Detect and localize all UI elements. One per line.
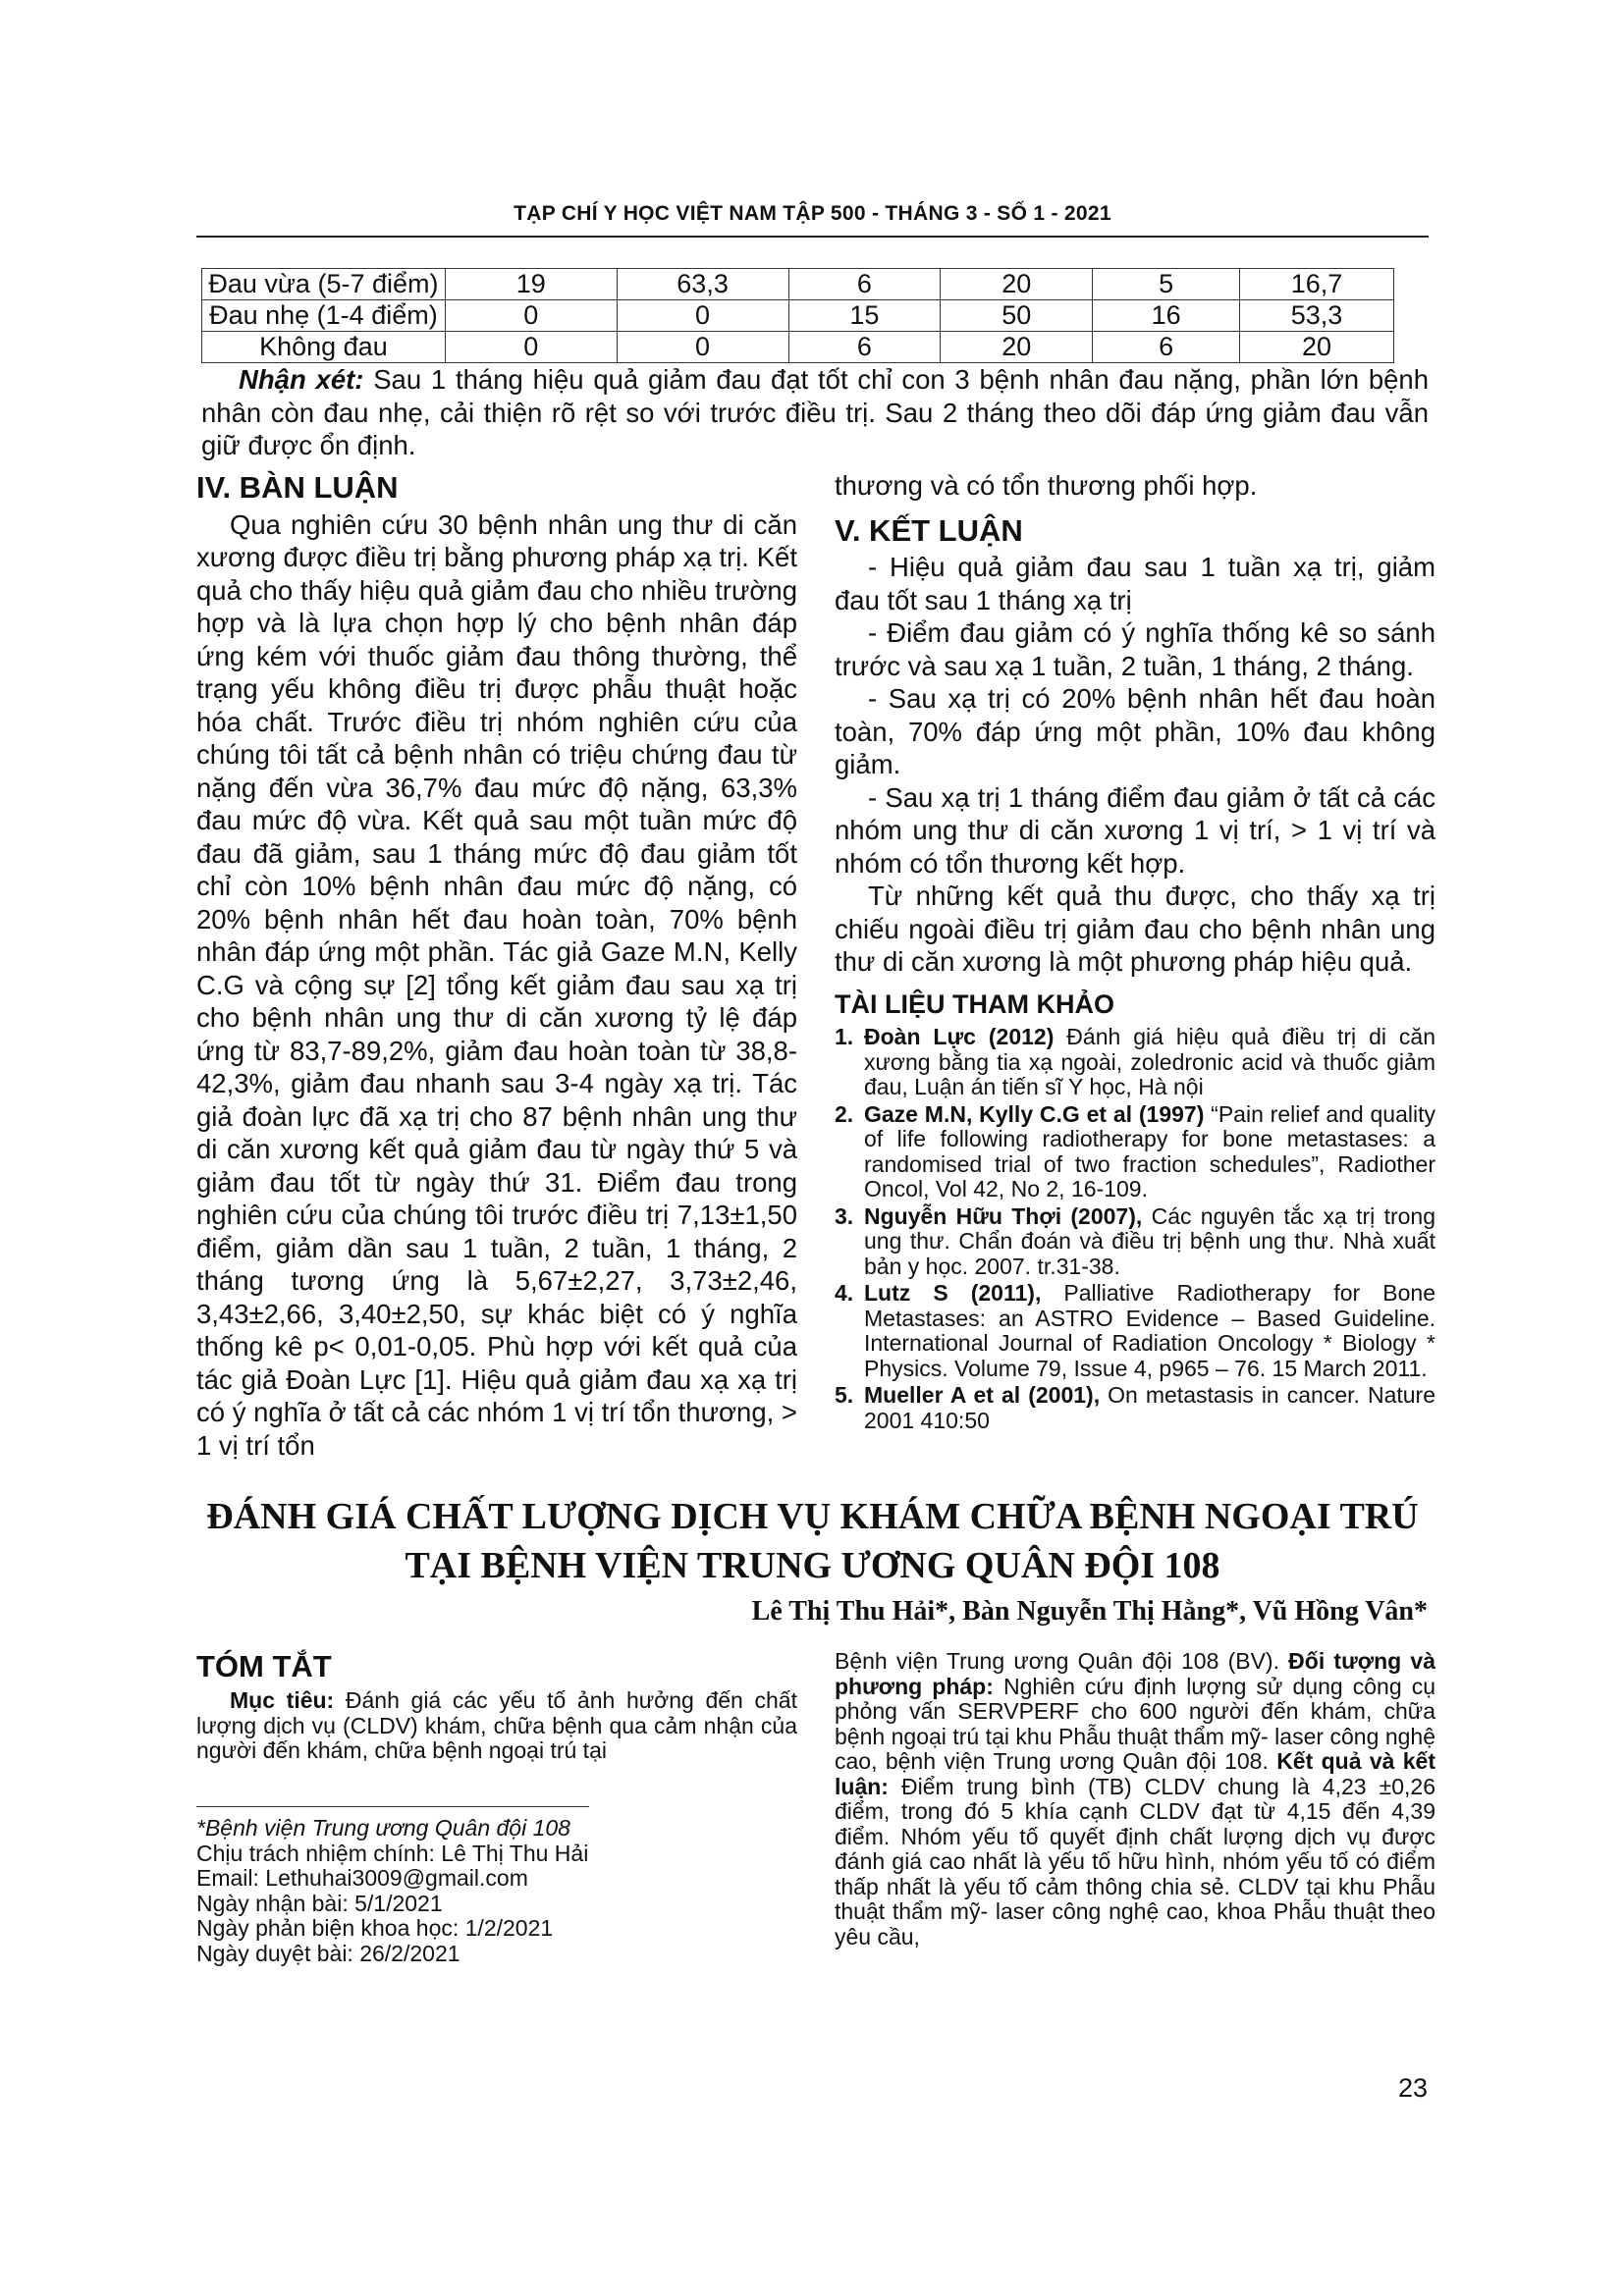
table-cell: 0 <box>445 300 617 332</box>
references-heading: TÀI LIỆU THAM KHẢO <box>835 988 1114 1019</box>
remark-label: Nhận xét: <box>239 364 364 395</box>
table-cell: 19 <box>445 269 617 300</box>
footnote <box>196 1816 797 1966</box>
results-table <box>201 268 1394 363</box>
page-number: 23 <box>1397 2073 1428 2103</box>
discussion-heading: IV. BÀN LUẬN <box>196 470 399 505</box>
discussion-continuation: thương và có tổn thương phối hợp. <box>835 470 1258 501</box>
conclusion-heading: V. KẾT LUẬN <box>835 512 1023 548</box>
reference-item: 5. Mueller A et al (2001), On metastasis in cancer. Nature 2001 410:50 <box>835 1382 1435 1433</box>
discussion-paragraph: Qua nghiên cứu 30 bệnh nhân ung thư di căn xương được điều trị bằng phương pháp xạ trị. Kết quả cho thấy hiệu quả giảm đau cho nhiều trường hợp và là lựa chọn hợp lý cho bệnh nhân đáp ứng kém với thuốc giảm đau thông thường, thể trạng yếu không điều trị được phẫu thuật hoặc hóa chất. Trước điều trị nhóm nghiên cứu của chúng tôi tất cả bệnh nhân có triệu chứng đau từ nặng đến vừa 36,7% đau mức độ nặng, 63,3% đau mức độ vừa. Kết quả sau một tuần mức độ đau đã giảm, sau 1 tháng mức độ đau giảm tốt chỉ còn 10% bệnh nhân đau mức độ nặng, có 20% bệnh nhân hết đau hoàn toàn, 70% bệnh nhân đáp ứng một phần. Tác giả Gaze M.N, Kelly C.G và cộng sự [2] tổng kết giảm đau sau xạ trị cho bệnh nhân ung thư di căn xương tỷ lệ đáp ứng từ 83,7-89,2%, giảm đau hoàn toàn từ 38,8-42,3%, giảm đau nhanh sau 3-4 ngày xạ trị. Tác giả đoàn lực đã xạ trị cho 87 bệnh nhân ung thư di căn xương kết quả giảm đau từ ngày thứ 5 và giảm đau tốt từ ngày thứ 31. Điểm đau trong nghiên cứu của chúng tôi trước điều trị 7,13±1,50 điểm, giảm dần sau 1 tuần, 2 tuần, 1 tháng, 2 tháng tương ứng là 5,67±2,27, 3,73±2,46, 3,43±2,66, 3,40±2,50, sự khác biệt có ý nghĩa thống kê p< 0,01-0,05. Phù hợp với kết quả của tác giả Đoàn Lực [1]. Hiệu quả giảm đau xạ xạ trị có ý nghĩa ở tất cả các nhóm 1 vị trí tổn thương, > 1 vị trí tổn <box>196 508 797 1461</box>
table-cell: 0 <box>445 332 617 363</box>
table-row <box>202 269 1394 300</box>
table-cell: 6 <box>788 269 941 300</box>
table-cell: Đau nhẹ (1-4 điểm) <box>202 300 446 332</box>
conclusion-summary: Từ những kết quả thu được, cho thấy xạ trị chiếu ngoài điều trị giảm đau cho bệnh nhân ung thư di căn xương là một phương pháp hiệu quả. <box>835 881 1435 977</box>
table-cell: 50 <box>941 300 1093 332</box>
discussion-section <box>196 471 797 1462</box>
article-title <box>196 1492 1429 1590</box>
footnote-responsible: Chịu trách nhiệm chính: Lê Thị Thu Hải <box>196 1840 589 1866</box>
article-authors: Lê Thị Thu Hải*, Bàn Nguyễn Thị Hằng*, Vũ Hồng Vân* <box>751 1596 1428 1627</box>
article-title-line-1: ĐÁNH GIÁ CHẤT LƯỢNG DỊCH VỤ KHÁM CHỮA BỆNH NGOẠI TRÚ <box>206 1496 1419 1537</box>
table-cell: 53,3 <box>1240 300 1394 332</box>
table-cell: 0 <box>617 332 788 363</box>
table-row <box>202 300 1394 332</box>
reference-item: 4. Lutz S (2011), Palliative Radiotherapy for Bone Metastases: an ASTRO Evidence – Based Guideline. International Journal of Radiation Oncology * Biology * Physics. Volume 79, Issue 4, p965 – 76. 15 March 2011. <box>835 1280 1435 1381</box>
table-cell: 63,3 <box>617 269 788 300</box>
conclusion-item: - Sau xạ trị 1 tháng điểm đau giảm ở tất cả các nhóm ung thư di căn xương 1 vị trí, > 1 vị trí và nhóm có tổn thương kết hợp. <box>835 781 1435 879</box>
abstract-heading: TÓM TẮT <box>196 1649 332 1683</box>
table-cell: Đau vừa (5-7 điểm) <box>202 269 446 300</box>
footnote-accepted: Ngày duyệt bài: 26/2/2021 <box>196 1940 460 1966</box>
conclusion-item: - Điểm đau giảm có ý nghĩa thống kê so sánh trước và sau xạ 1 tuần, 2 tuần, 1 tháng, 2 tháng. <box>835 617 1435 681</box>
references-list <box>835 1025 1435 1433</box>
table-cell: 6 <box>1093 332 1240 363</box>
table-cell: 20 <box>1240 332 1394 363</box>
reference-item: 1. Đoàn Lực (2012) Đánh giá hiệu quả điều trị di căn xương bằng tia xạ ngoài, zoledronic acid và thuốc giảm đau, Luận án tiến sĩ Y học, Hà nội <box>835 1024 1435 1099</box>
abstract-objective: Mục tiêu: Đánh giá các yếu tố ảnh hưởng đến chất lượng dịch vụ (CLDV) khám, chữa bệnh qua cảm nhận của người đến khám, chữa bệnh ngoại trú tại <box>196 1687 797 1763</box>
table-cell: 16,7 <box>1240 269 1394 300</box>
conclusion-list <box>835 551 1435 979</box>
table-cell: 15 <box>788 300 941 332</box>
abstract-right: Bệnh viện Trung ương Quân đội 108 (BV). Đối tượng và phương pháp: Nghiên cứu định lượng sử dụng công cụ phỏng vấn SERVPERF cho 600 người đến khám, chữa bệnh ngoại trú tại khu Phẫu thuật thẩm mỹ- laser công nghệ cao, bệnh viện Trung ương Quân đội 108. Kết quả và kết luận: Điểm trung bình (TB) CLDV chung là 4,23 ±0,26 điểm, trong đó 5 khía cạnh CLDV đạt từ 4,15 đến 4,39 điểm. Nhóm yếu tố quyết định chất lượng dịch vụ được đánh giá cao nhất là yếu tố hữu hình, nhóm yếu tố có điểm thấp nhất là yếu tố cảm thông chia sẻ. CLDV tại khu Phẫu thuật thẩm mỹ- laser công nghệ cao, khoa Phẫu thuật theo yêu cầu, <box>835 1648 1435 1949</box>
abstract-left <box>196 1649 797 1764</box>
journal-header: TẠP CHÍ Y HỌC VIỆT NAM TẬP 500 - THÁNG 3 - SỐ 1 - 2021 <box>514 202 1111 225</box>
reference-item: 3. Nguyễn Hữu Thợi (2007), Các nguyên tắc xạ trị trong ung thư. Chẩn đoán và điều trị bệnh ung thư. Nhà xuất bản y học. 2007. tr.31-38. <box>835 1202 1435 1279</box>
table-row <box>202 332 1394 363</box>
table-cell: 20 <box>941 332 1093 363</box>
table-cell: 6 <box>788 332 941 363</box>
table-cell: 16 <box>1093 300 1240 332</box>
footnote-reviewed: Ngày phản biện khoa học: 1/2/2021 <box>196 1915 554 1941</box>
table-cell: 0 <box>617 300 788 332</box>
footnote-email: Email: Lethuhai3009@gmail.com <box>196 1865 528 1891</box>
table-remark <box>201 363 1429 462</box>
header-rule <box>196 236 1429 238</box>
article-title-line-2: TẠI BỆNH VIỆN TRUNG ƯƠNG QUÂN ĐỘI 108 <box>405 1545 1220 1586</box>
conclusion-item: - Hiệu quả giảm đau sau 1 tuần xạ trị, giảm đau tốt sau 1 tháng xạ trị <box>835 552 1435 615</box>
table-cell: Không đau <box>202 332 446 363</box>
footnote-rule <box>196 1806 589 1807</box>
footnote-received: Ngày nhận bài: 5/1/2021 <box>196 1890 443 1916</box>
right-column <box>835 469 1435 1435</box>
remark-text: Sau 1 tháng hiệu quả giảm đau đạt tốt chỉ con 3 bệnh nhân đau nặng, phần lớn bệnh nhân còn đau nhẹ, cải thiện rõ rệt so với trước điều trị. Sau 2 tháng theo dõi đáp ứng giảm đau vẫn giữ được ổn định. <box>201 364 1429 460</box>
reference-item: 2. Gaze M.N, Kylly C.G et al (1997) “Pain relief and quality of life following radiotherapy for bone metastases: a randomised trial of two fraction schedules”, Radiother Oncol, Vol 42, No 2, 16-109. <box>835 1100 1435 1201</box>
footnote-affiliation: *Bệnh viện Trung ương Quân đội 108 <box>196 1815 570 1841</box>
conclusion-item: - Sau xạ trị có 20% bệnh nhân hết đau hoàn toàn, 70% đáp ứng một phần, 10% đau không giảm. <box>835 683 1435 779</box>
table-cell: 5 <box>1093 269 1240 300</box>
table-cell: 20 <box>941 269 1093 300</box>
